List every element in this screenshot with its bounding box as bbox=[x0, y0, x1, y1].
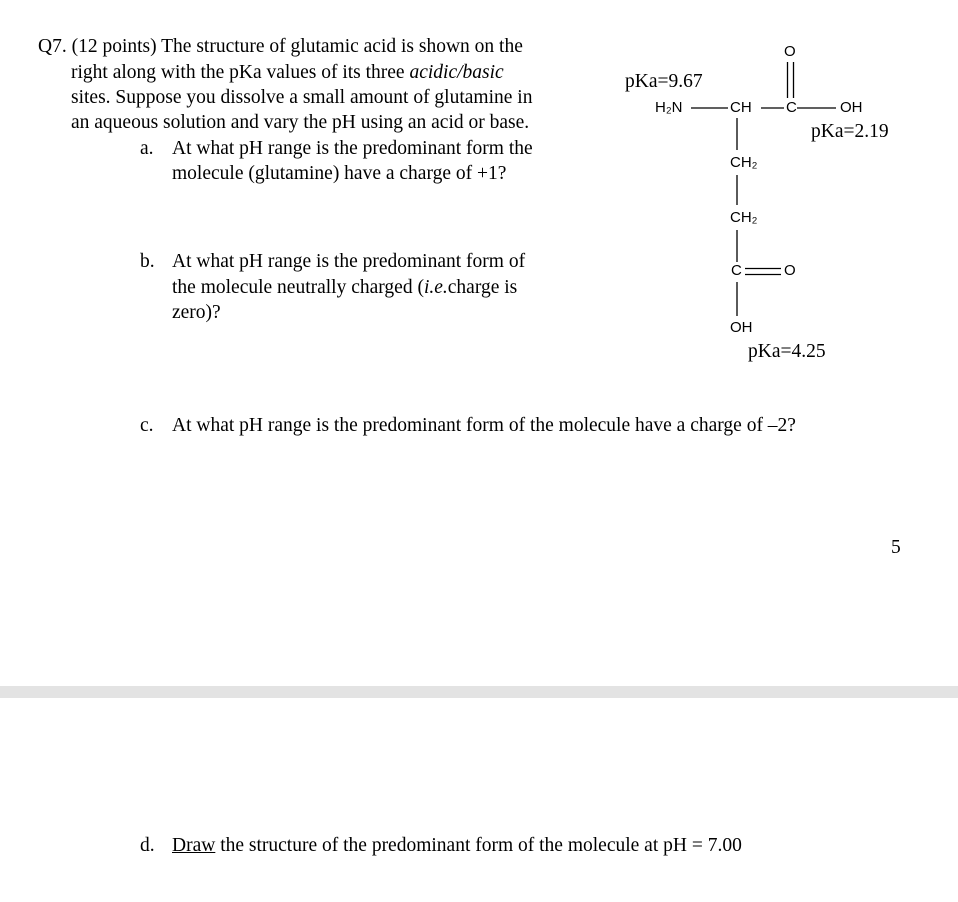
question-line-3: sites. Suppose you dissolve a small amount of glutamine in bbox=[71, 87, 533, 108]
atom-ch2-2: CH₂ bbox=[730, 209, 758, 226]
question-line-4: an aqueous solution and vary the pH using an acid or base. bbox=[71, 112, 530, 133]
question-line-2-text: right along with the pKa values of its three bbox=[71, 62, 410, 83]
part-a-line-2: molecule (glutamine) have a charge of +1? bbox=[172, 163, 507, 184]
part-c-label: c. bbox=[140, 415, 154, 436]
part-c-text: At what pH range is the predominant form of the molecule have a charge of –2? bbox=[172, 415, 796, 436]
part-b-line-3: zero)? bbox=[172, 302, 221, 323]
atom-side-carbon: C bbox=[731, 262, 742, 279]
part-d-draw: Draw bbox=[172, 835, 216, 856]
atom-alpha-carbon: CH bbox=[730, 99, 752, 116]
pka-amine: pKa=9.67 bbox=[625, 71, 703, 92]
part-b-ie: i.e. bbox=[423, 277, 448, 298]
atom-side-hydroxyl: OH bbox=[730, 319, 753, 336]
part-b-line-1: At what pH range is the predominant form of bbox=[172, 251, 526, 272]
part-b-line-2-post: charge is bbox=[447, 277, 518, 298]
part-a-label: a. bbox=[140, 138, 154, 159]
part-b-label: b. bbox=[140, 251, 155, 272]
pka-alpha-carboxyl: pKa=2.19 bbox=[811, 121, 889, 142]
atom-ch2-1: CH₂ bbox=[730, 154, 758, 171]
part-d-rest: the structure of the predominant form of the molecule at pH = 7.00 bbox=[215, 835, 742, 856]
part-b-line-2-pre: the molecule neutrally charged ( bbox=[172, 277, 424, 298]
atom-hydroxyl: OH bbox=[840, 99, 863, 116]
atom-carbonyl-carbon: C bbox=[786, 99, 797, 116]
page-number: 5 bbox=[891, 537, 901, 558]
atom-carbonyl-oxygen: O bbox=[784, 43, 796, 60]
pka-side-chain: pKa=4.25 bbox=[748, 341, 826, 362]
part-d-label: d. bbox=[140, 835, 155, 856]
part-a-line-1: At what pH range is the predominant form the bbox=[172, 138, 533, 159]
atom-amine: H₂N bbox=[655, 99, 683, 116]
question-italic-phrase: acidic/basic bbox=[409, 62, 504, 83]
atom-side-oxygen: O bbox=[784, 262, 796, 279]
question-line-1: Q7. (12 points) The structure of glutamic acid is shown on the bbox=[38, 36, 523, 57]
